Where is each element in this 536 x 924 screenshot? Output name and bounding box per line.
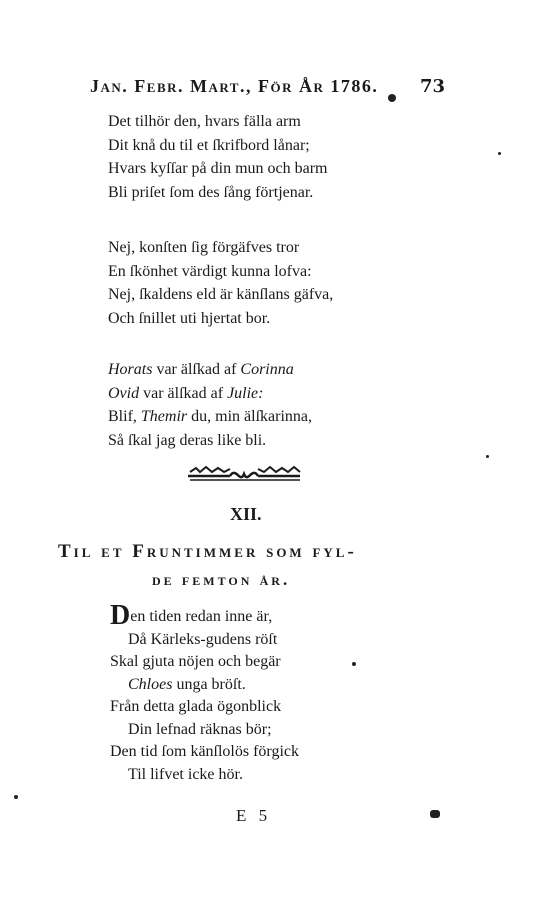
name-julie: Julie: <box>227 384 264 402</box>
ornament-divider <box>186 462 302 486</box>
verse-line: Och ſnillet uti hjertat bor. <box>108 309 271 327</box>
poem-body <box>110 600 300 786</box>
verse-line: Från detta glada ögonblick <box>110 698 282 715</box>
verse-line: Den tiden redan inne är, <box>110 600 273 631</box>
verse-line: Chloes unga bröſt. <box>128 675 246 693</box>
page-header <box>90 70 470 100</box>
ink-speck <box>486 455 489 458</box>
verse-line: Bli priſet ſom des ſång förtjenar. <box>108 183 314 201</box>
verse-line: Blif, Themir du, min älſkarinna, <box>108 408 312 425</box>
ink-speck <box>388 94 396 102</box>
verse-line: Dit knå du til et ſkrifbord lånar; <box>108 136 310 154</box>
name-ovid: Ovid <box>108 384 140 402</box>
ink-speck <box>430 810 440 818</box>
verse-line: Nej, konſten ſig förgäfves tror <box>108 239 300 256</box>
poem-title-line-2: de femton år. <box>152 570 291 589</box>
page-number: 73 <box>420 76 446 97</box>
name-corinna: Corinna <box>240 361 294 378</box>
ink-speck <box>498 152 501 155</box>
stanza-3 <box>108 358 312 452</box>
verse-line: Ovid var älſkad af Julie: <box>108 384 264 402</box>
signature-mark: E 5 <box>236 806 272 825</box>
stanza-1 <box>108 110 328 204</box>
verse-line: Hvars kyſſar på din mun och barm <box>108 160 328 177</box>
name-horats: Horats <box>108 361 153 378</box>
name-chloes: Chloes <box>128 675 173 693</box>
name-themir: Themir <box>140 408 188 425</box>
verse-line: Horats var älſkad af Corinna <box>108 361 294 378</box>
ink-speck <box>352 662 356 666</box>
verse-line: Til lifvet icke hör. <box>128 765 243 783</box>
verse-line: Det tilhör den, hvars fälla arm <box>108 113 301 130</box>
stanza-2 <box>108 236 333 330</box>
verse-line: Den tid ſom känſlolös förgick <box>110 743 300 760</box>
poem-title-line-1: Til et Fruntimmer som fyl- <box>58 541 357 562</box>
running-head: Jan. Febr. Mart., För År 1786. <box>90 76 379 96</box>
verse-line: Skal gjuta nöjen och begär <box>110 653 281 670</box>
ink-speck <box>14 795 18 799</box>
verse-line: En ſkönhet värdigt kunna lofva: <box>108 262 312 280</box>
verse-line: Då Kärleks-gudens röſt <box>128 630 278 648</box>
section-number: XII. <box>230 504 262 524</box>
verse-line: Nej, ſkaldens eld är känſlans gäfva, <box>108 286 334 303</box>
verse-line: Så ſkal jag deras like bli. <box>108 431 267 449</box>
drop-cap: D <box>110 600 131 631</box>
verse-line: Din lefnad räknas bör; <box>128 720 272 738</box>
